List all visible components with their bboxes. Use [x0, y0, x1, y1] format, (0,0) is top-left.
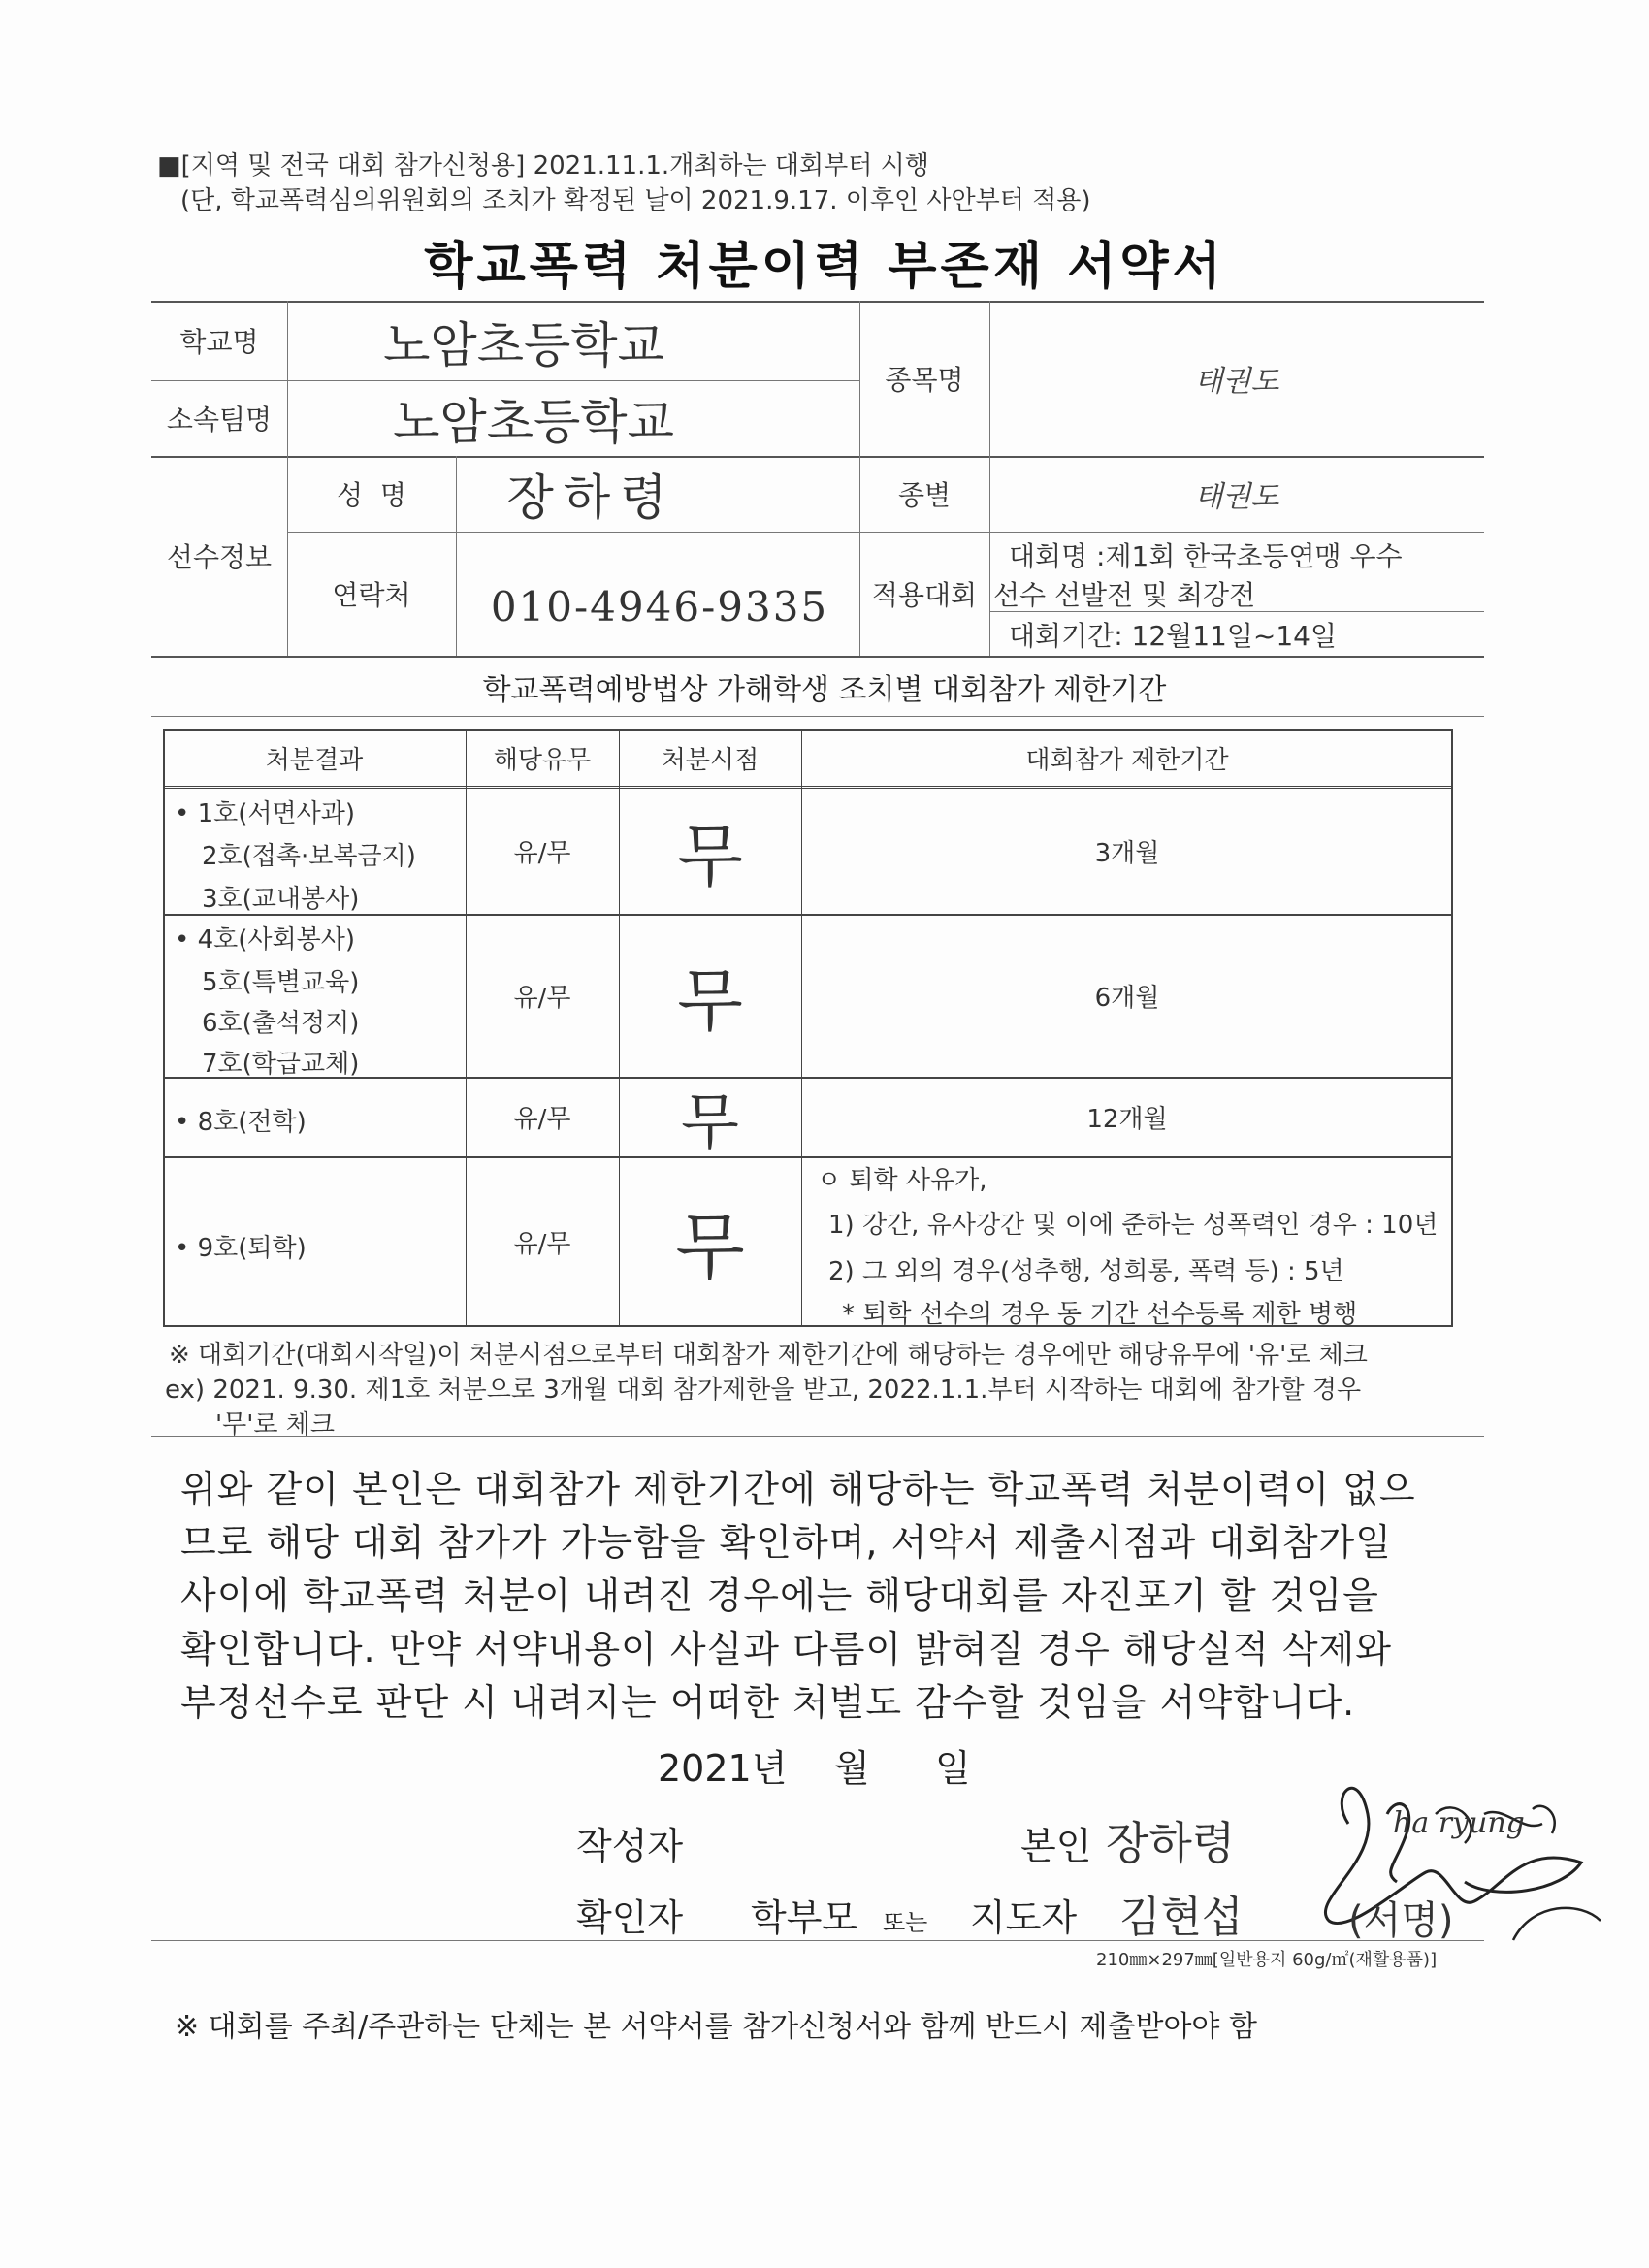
- self-label: 본인: [1020, 1825, 1092, 1867]
- table-row-2-result-3: 6호(출석정지): [202, 1009, 360, 1038]
- restriction-heading-underline: [151, 716, 1484, 717]
- school-label: 학교명: [179, 326, 259, 358]
- coach-label: 지도자: [970, 1896, 1078, 1939]
- team-value[interactable]: 노암초등학교: [393, 394, 674, 450]
- table-row-2-mark[interactable]: 무: [677, 960, 743, 1041]
- table-row-4-period-line-4: * 퇴학 선수의 경우 동 기간 선수등록 제한 병행: [842, 1300, 1358, 1329]
- school-value[interactable]: 노암초등학교: [383, 317, 664, 373]
- table-row-divider-3: [163, 1156, 1453, 1158]
- table-row-1-period: 3개월: [1094, 838, 1160, 868]
- declaration-line-2: 므로 해당 대회 참가가 가능함을 확인하며, 서약서 제출시점과 대회참가일: [180, 1521, 1392, 1564]
- table-row-2-result-1: • 4호(사회봉사): [175, 925, 356, 955]
- table-row-4-applicable[interactable]: 유/무: [513, 1229, 571, 1259]
- event-label: 종목명: [885, 364, 964, 396]
- declaration-line-3: 사이에 학교폭력 처분이 내려진 경우에는 해당대회를 자진포기 할 것임을: [180, 1574, 1379, 1617]
- declaration-line-4: 확인합니다. 만약 서약내용이 사실과 다름이 밝혀질 경우 해당실적 삭제와: [180, 1628, 1392, 1670]
- date-day: 일: [935, 1747, 971, 1790]
- table-row-3-applicable[interactable]: 유/무: [513, 1104, 571, 1134]
- notice-line-1: ■[지역 및 전국 대회 참가신청용] 2021.11.1.개최하는 대회부터 시행: [157, 151, 929, 180]
- notice-line-2: (단, 학교폭력심의위원회의 조치가 확정된 날이 2021.9.17. 이후인 사안부터 적용): [180, 186, 1091, 215]
- signature-bottom-border: [151, 1940, 1484, 1941]
- contact-label: 연락처: [332, 579, 411, 611]
- declaration-line-5: 부정선수로 판단 시 내려지는 어떠한 처벌도 감수할 것임을 서약합니다.: [180, 1681, 1356, 1724]
- competition-label: 적용대회: [871, 579, 978, 611]
- declaration-line-1: 위와 같이 본인은 대회참가 제한기간에 해당하는 학교폭력 처분이력이 없으: [180, 1468, 1416, 1510]
- note-line-2: ex) 2021. 9.30. 제1호 처분으로 3개월 대회 참가제한을 받고, 2022.1.1.부터 시작하는 대회에 참가할 경우: [165, 1376, 1362, 1405]
- note-line-1: ※ 대회기간(대회시작일)이 처분시점으로부터 대회참가 제한기간에 해당하는 경우에만 해당유무에 '유'로 체크: [169, 1341, 1368, 1370]
- contact-value[interactable]: 010-4946-9335: [490, 582, 829, 631]
- note-line-3: '무'로 체크: [215, 1410, 336, 1440]
- event-value[interactable]: 태권도: [1194, 365, 1279, 399]
- table-row-2-applicable[interactable]: 유/무: [513, 983, 571, 1013]
- competition-period: 대회기간: 12월11일~14일: [1009, 620, 1338, 652]
- parent-label: 학부모: [751, 1896, 858, 1939]
- page-title: 학교폭력 처분이력 부존재 서약서: [424, 238, 1225, 296]
- col-header-applicable: 해당유무: [493, 745, 592, 775]
- or-label: 또는: [883, 1909, 928, 1936]
- confirmer-label: 확인자: [576, 1896, 684, 1939]
- table-row-4-period-line-3: 2) 그 외의 경우(성추행, 성희롱, 폭력 등) : 5년: [828, 1257, 1344, 1286]
- table-row-3-period: 12개월: [1086, 1104, 1168, 1134]
- competition-name-line-1: 대회명 :제1회 한국초등연맹 우수: [1009, 540, 1403, 572]
- team-label: 소속팀명: [166, 404, 273, 436]
- competition-divider: [989, 611, 1484, 612]
- footer-note: ※ 대회를 주최/주관하는 단체는 본 서약서를 참가신청서와 함께 반드시 제출받아야 함: [175, 2010, 1257, 2044]
- table-row-4-period-line-2: 1) 강간, 유사강간 및 이에 준하는 성폭력인 경우 : 10년: [828, 1211, 1439, 1240]
- notes-bottom-border: [151, 1436, 1484, 1437]
- table-row-3-result-1: • 8호(전학): [175, 1108, 307, 1137]
- table-row-4-result-1: • 9호(퇴학): [175, 1234, 307, 1263]
- self-name[interactable]: 장하령: [1106, 1817, 1236, 1869]
- table-row-1-result-2: 2호(접촉·보복금지): [202, 842, 416, 871]
- date-year: 2021년: [658, 1747, 788, 1790]
- info-bottom-border: [151, 656, 1484, 658]
- info-col-2: [456, 456, 457, 656]
- table-row-1-result-1: • 1호(서면사과): [175, 799, 356, 828]
- category-label: 종별: [897, 479, 952, 511]
- table-row-2-result-4: 7호(학급교체): [202, 1050, 360, 1079]
- table-row-2-result-2: 5호(특별교육): [202, 968, 360, 997]
- table-row-1-result-3: 3호(교내봉사): [202, 885, 360, 914]
- table-row-1-applicable[interactable]: 유/무: [513, 838, 571, 868]
- signature-scrawl-text: ha ryung: [1393, 1806, 1525, 1840]
- name-label: 성 명: [337, 479, 406, 511]
- date-month: 월: [834, 1747, 870, 1790]
- restriction-heading: 학교폭력예방법상 가해학생 조치별 대회참가 제한기간: [482, 673, 1167, 707]
- name-value[interactable]: 장하령: [506, 470, 677, 526]
- writer-label: 작성자: [576, 1825, 684, 1867]
- paper-spec: 210㎜×297㎜[일반용지 60g/㎡(재활용품)]: [1096, 1950, 1438, 1970]
- competition-name-line-2: 선수 선발전 및 최강전: [993, 579, 1256, 611]
- table-row-2-period: 6개월: [1094, 983, 1160, 1013]
- col-header-result: 처분결과: [265, 745, 364, 775]
- table-row-3-mark[interactable]: 무: [681, 1085, 739, 1157]
- coach-name[interactable]: 김현섭: [1119, 1893, 1244, 1942]
- col-header-time: 처분시점: [661, 745, 760, 775]
- category-value[interactable]: 태권도: [1194, 480, 1279, 514]
- table-row-1-mark[interactable]: 무: [677, 816, 743, 896]
- player-info-label: 선수정보: [166, 541, 273, 573]
- table-row-4-period-line-1: ㅇ 퇴학 사유가,: [817, 1166, 987, 1195]
- col-header-period: 대회참가 제한기간: [1025, 745, 1229, 775]
- signature-seal-text: (서명): [1348, 1898, 1454, 1943]
- table-row-4-mark[interactable]: 무: [675, 1206, 745, 1289]
